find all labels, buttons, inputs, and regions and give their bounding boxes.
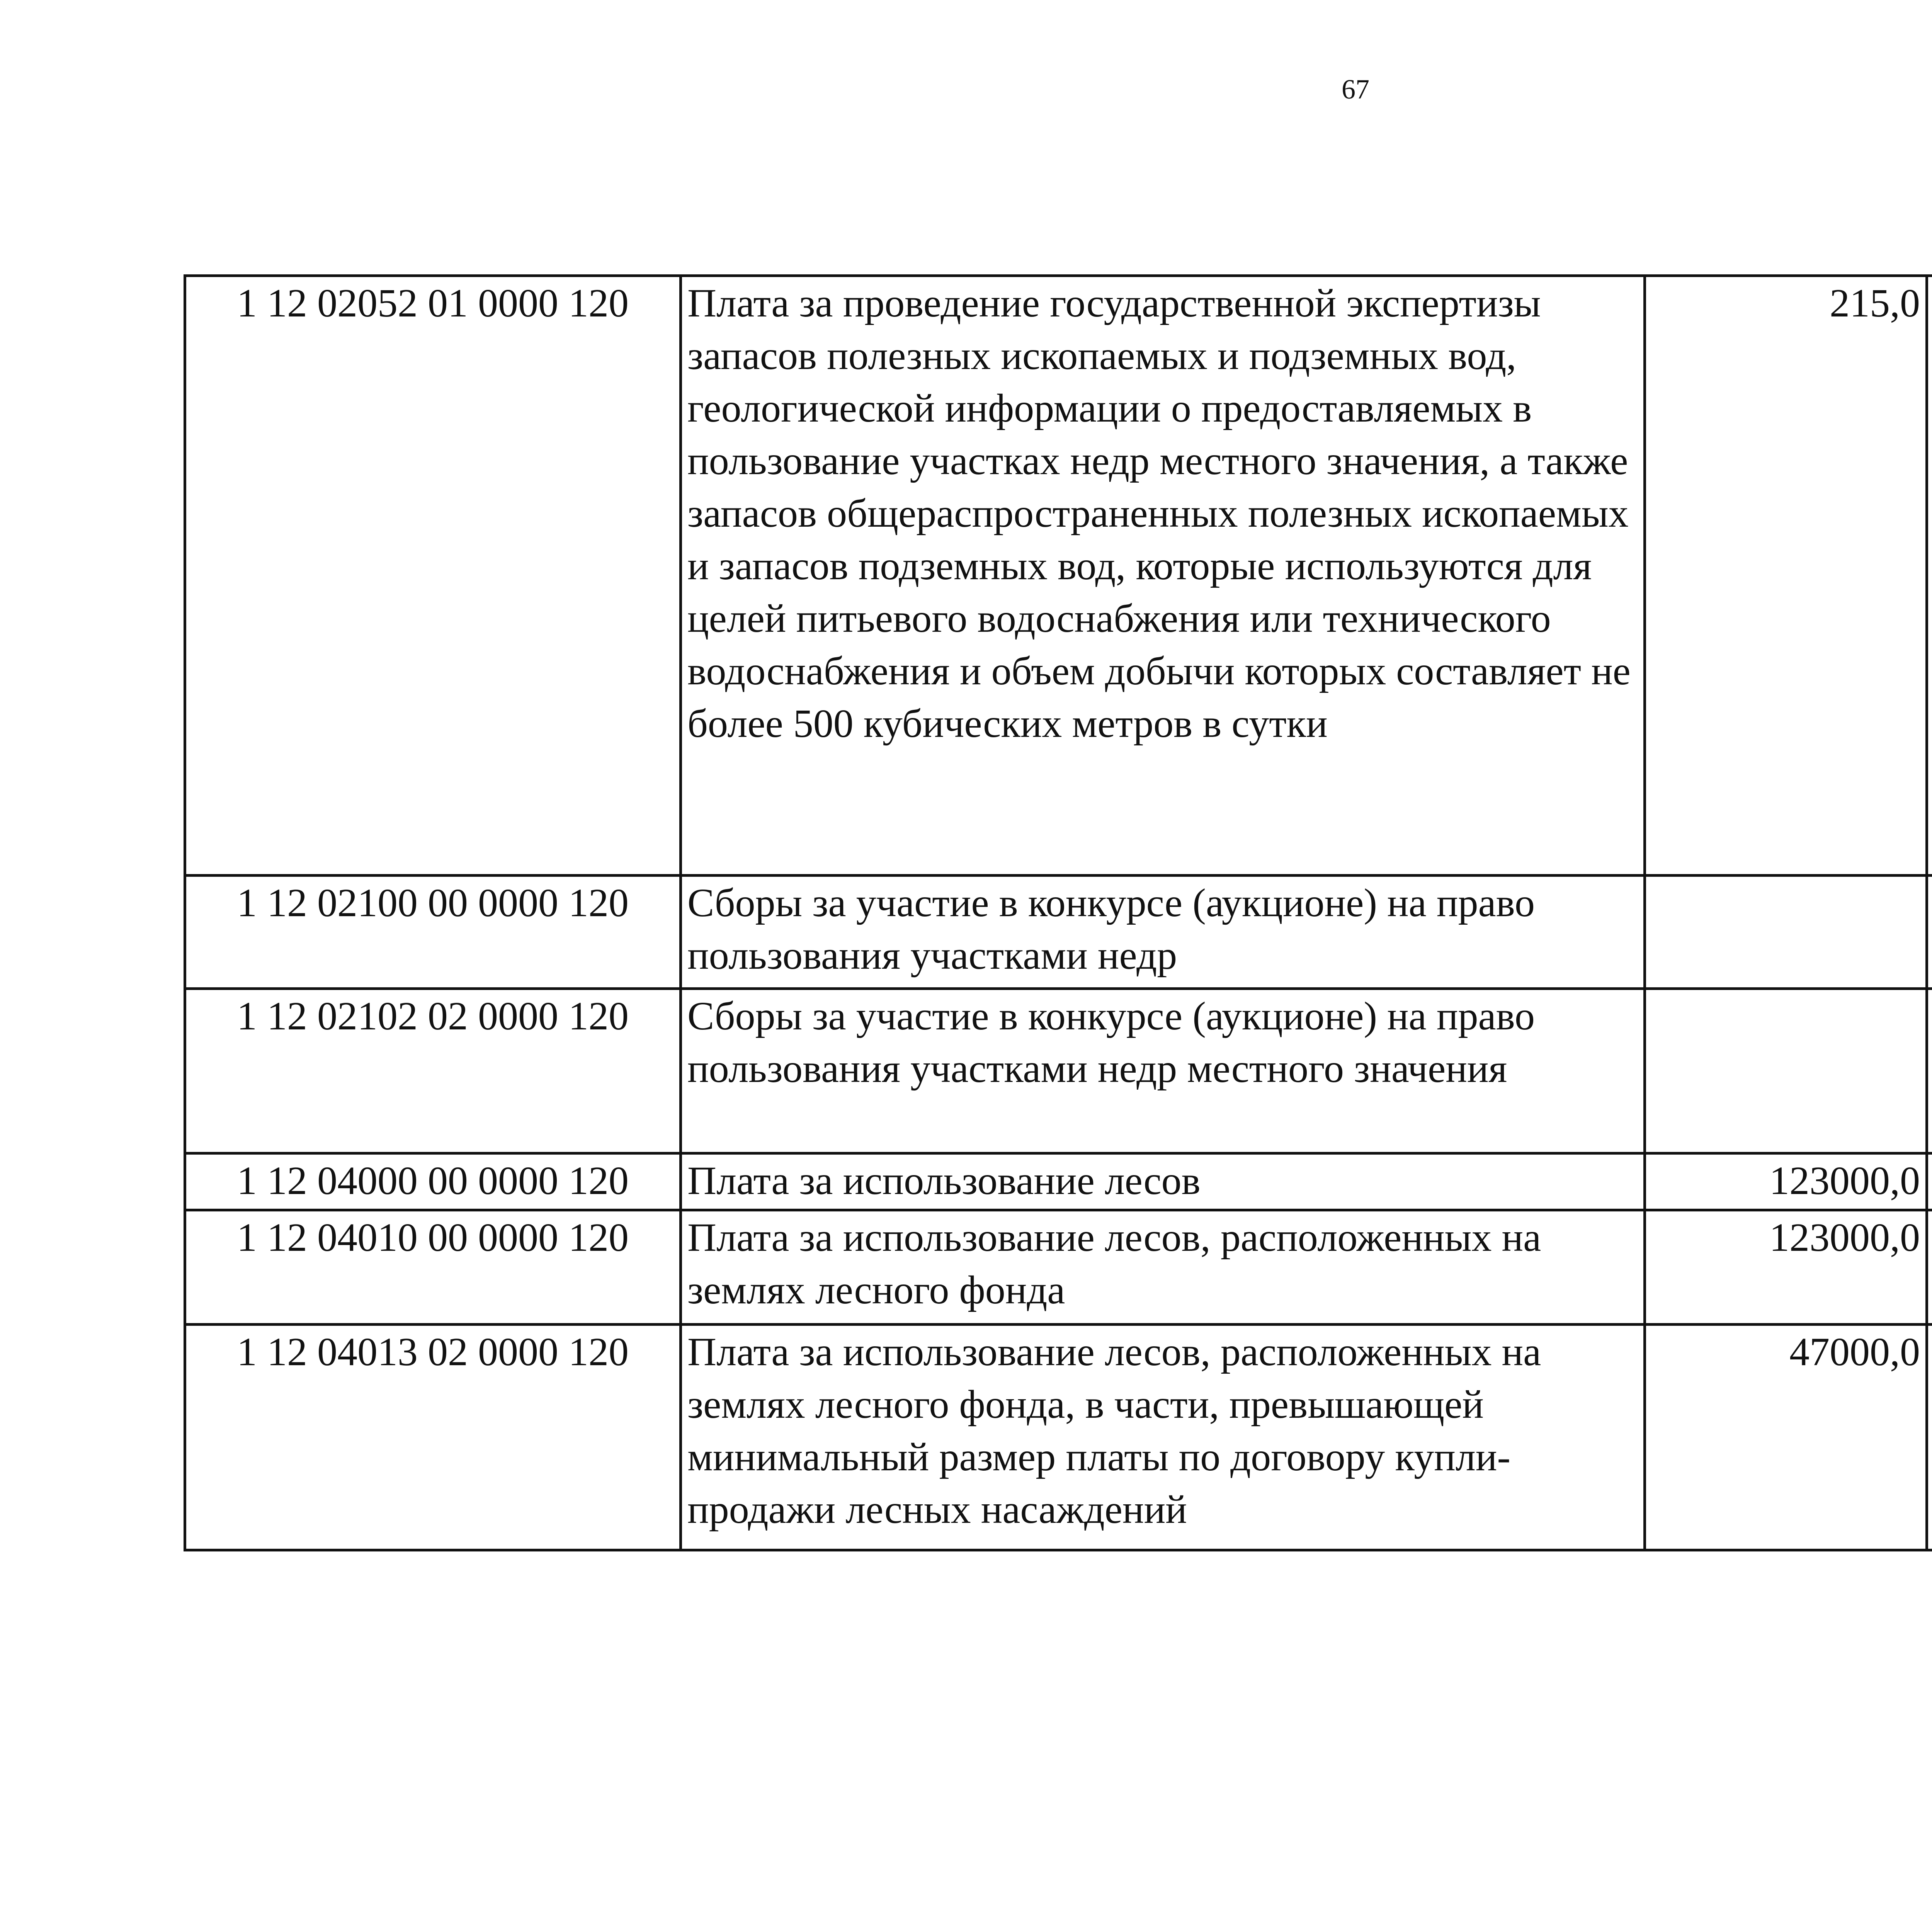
budget-code: 1 12 02052 01 0000 120	[185, 276, 681, 876]
revenue-description: Плата за использование лесов	[681, 1153, 1645, 1210]
amount-year-2	[1927, 1153, 1932, 1210]
amount-year-2	[1927, 876, 1932, 989]
table-row	[185, 989, 1932, 1153]
revenue-description: Плата за использование лесов, расположенных на землях лесного фонда	[681, 1210, 1645, 1325]
revenue-description: Плата за проведение государственной экспертизы запасов полезных ископаемых и подземных вод, геологической информации о предоставляемых в пользование участках недр местного значения, а также запасов общераспространенных полезных ископаемых и запасов подземных вод, которые используются для целей питьевого водоснабжения или технического водоснабжения и объем добычи которых составляет не более 500 кубических метров в сутки	[681, 276, 1645, 876]
revenue-description: Плата за использование лесов, расположенных на землях лесного фонда, в части, превышающей минимальный размер платы по договору купли-продажи лесных насаждений	[681, 1325, 1645, 1550]
amount-year-2	[1927, 1325, 1932, 1550]
amount-year-1: 215,0	[1645, 276, 1927, 876]
revenue-table	[184, 274, 1932, 1551]
revenue-description: Сборы за участие в конкурсе (аукционе) на право пользования участками недр местного значения	[681, 989, 1645, 1153]
table-row	[185, 1210, 1932, 1325]
revenue-description: Сборы за участие в конкурсе (аукционе) на право пользования участками недр	[681, 876, 1645, 989]
amount-year-2	[1927, 1210, 1932, 1325]
amount-year-2	[1927, 989, 1932, 1153]
amount-year-1	[1645, 989, 1927, 1153]
budget-code: 1 12 04010 00 0000 120	[185, 1210, 681, 1325]
amount-year-1: 123000,0	[1645, 1153, 1927, 1210]
table-row	[185, 1325, 1932, 1550]
amount-year-1: 47000,0	[1645, 1325, 1927, 1550]
amount-year-1	[1645, 876, 1927, 989]
budget-code: 1 12 02102 02 0000 120	[185, 989, 681, 1153]
amount-year-1: 123000,0	[1645, 1210, 1927, 1325]
amount-year-2	[1927, 276, 1932, 876]
budget-code: 1 12 04013 02 0000 120	[185, 1325, 681, 1550]
table-row	[185, 276, 1932, 876]
page-number: 67	[1342, 74, 1369, 105]
budget-code: 1 12 04000 00 0000 120	[185, 1153, 681, 1210]
table-row	[185, 876, 1932, 989]
table-row	[185, 1153, 1932, 1210]
budget-code: 1 12 02100 00 0000 120	[185, 876, 681, 989]
